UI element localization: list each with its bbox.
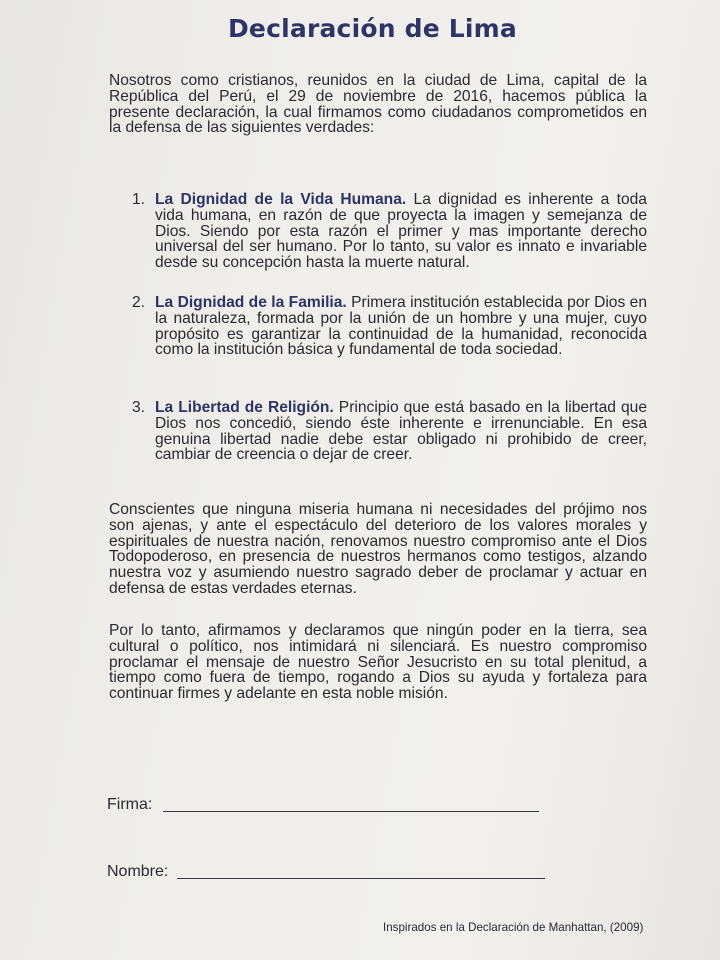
- name-row: [107, 863, 168, 881]
- signature-label: Firma:: [107, 796, 153, 813]
- list-item-number: 1.: [132, 191, 146, 208]
- list-item-text: Primera institución establecida por Dios en la naturaleza, formada por la unión de un hombre y una mujer, cuyo propósito es garantizar la continuidad de la humanidad, reconocida como la institución básica y fundamental de toda sociedad.: [155, 294, 648, 359]
- conclusion-paragraph: Por lo tanto, afirmamos y declaramos que ningún poder en la tierra, sea cultural o político, nos intimidará ni silenciará. Es nuestro compromiso proclamar el mensaje de nuestro Señor Jesucristo en su total plenitud, a tiempo como fuera de tiempo, rogando a Dios su ayuda y fortaleza para continuar firmes y adelante en esta noble misión.: [109, 622, 647, 703]
- list-item: [109, 192, 647, 271]
- list-item-number: 2.: [132, 294, 146, 311]
- signature-line[interactable]: [163, 811, 539, 812]
- list-item-body: [155, 192, 647, 271]
- list-item-text: Principio que está basado en la libertad que Dios nos concedió, siendo éste inherente e irrenunciable. En esa genuina libertad nadie debe estar obligado ni prohibido de creer, cambiar de creencia o dejar de creer.: [155, 399, 647, 464]
- list-item: [109, 295, 647, 358]
- list-item-number: 3.: [132, 399, 146, 416]
- name-label: Nombre:: [107, 863, 169, 880]
- list-item-body: [155, 400, 647, 463]
- list-item-text: La dignidad es inherente a toda vida humana, en razón de que proyecta la imagen y semejanza de Dios. Siendo por esta razón el primer y mas importante derecho universal del ser humano. Por lo tanto, su valor es innato e invariable desde su concepción hasta la muerte natural.: [155, 191, 647, 272]
- intro-paragraph: Nosotros como cristianos, reunidos en la ciudad de Lima, capital de la República del Perú, el 29 de noviembre de 2016, hacemos pública la presente declaración, la cual firmamos como ciudadanos comprometidos en la defensa de las siguientes verdades:: [109, 72, 647, 137]
- name-line[interactable]: [177, 878, 545, 879]
- list-item-heading: La Dignidad de la Familia.: [155, 294, 347, 311]
- list-item-heading: La Libertad de Religión.: [155, 399, 334, 416]
- list-item-heading: La Dignidad de la Vida Humana.: [155, 191, 407, 208]
- conclusion-paragraph: Conscientes que ninguna miseria humana ni necesidades del prójimo nos son ajenas, y ante el espectáculo del deterioro de los valores morales y espirituales de nuestra nación, renovamos nuestro compromiso ante el Dios Todopoderoso, en presencia de nuestros hermanos como testigos, alzando nuestra voz y asumiendo nuestro sagrado deber de proclamar y actuar en defensa de estas verdades eternas.: [109, 501, 647, 597]
- document-title: Declaración de Lima: [227, 14, 517, 43]
- list-item-body: [155, 295, 647, 358]
- list-item: [109, 400, 647, 463]
- footer-note: Inspirados en la Declaración de Manhattan, (2009): [383, 921, 644, 934]
- signature-row: [107, 796, 152, 814]
